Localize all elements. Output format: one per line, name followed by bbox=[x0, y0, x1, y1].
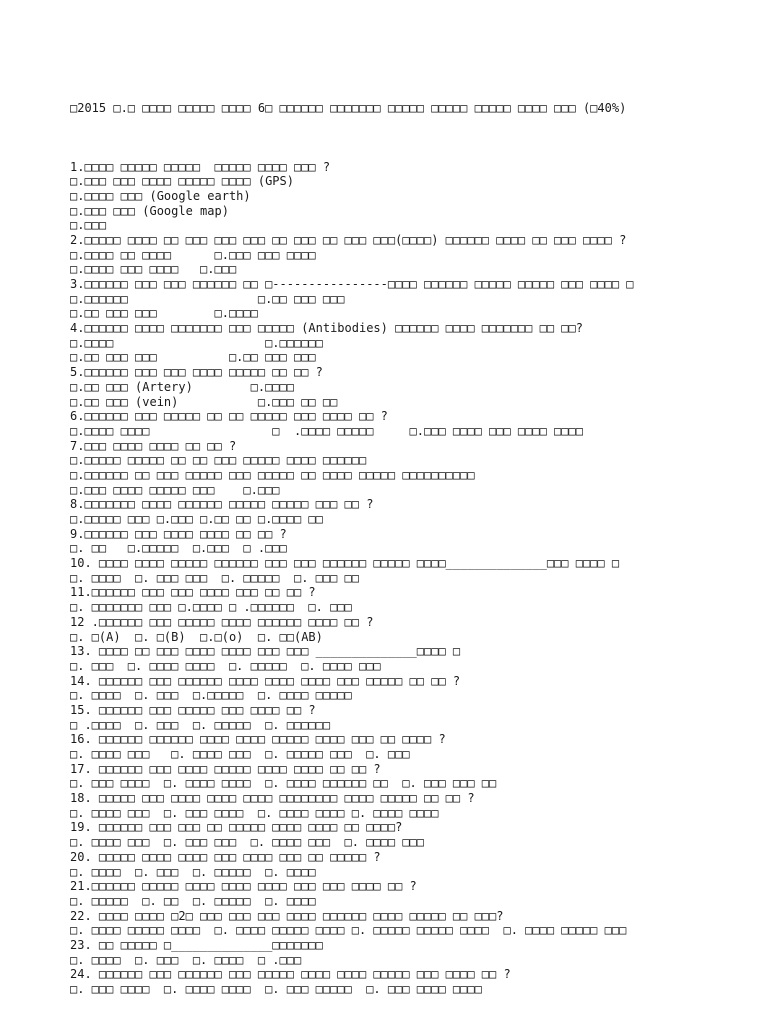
question-line: □.□□ □□□ (vein) □.□□□ □□ □□ bbox=[70, 394, 338, 409]
question-line: 2.□□□□□ □□□□ □□ □□□ □□□ □□□ □□ □□□ □□ □□□ □□□(□□□□) □□□□□□ □□□□ □□ □□□ □□□□ ? bbox=[70, 232, 627, 247]
question-line: 22. □□□□ □□□□ □2□ □□□ □□□ □□□ □□□□ □□□□□□ □□□□ □□□□□ □□ □□□? bbox=[70, 908, 504, 923]
question-line: 24. □□□□□□ □□□ □□□□□□ □□□ □□□□□ □□□□ □□□□ □□□□□ □□□ □□□□ □□ ? bbox=[70, 967, 511, 982]
question-line: □. □□□□ □□□ □. □□□ □□□ □. □□□□ □□□ □. □□□□ □□□ bbox=[70, 835, 425, 850]
question-line: □.□□ □□□ □□□ □.□□□□ bbox=[70, 306, 258, 321]
question-line: □. □(A) □. □(B) □.□(o) □. □□(AB) bbox=[70, 629, 323, 644]
question-line: 8.□□□□□□□ □□□□ □□□□□□ □□□□□ □□□□□ □□□ □□ ? bbox=[70, 497, 374, 512]
exam-title: □2015 □.□ □□□□ □□□□□ □□□□ 6□ □□□□□□ □□□□□□□ □□□□□ □□□□□ □□□□□ □□□□ □□□ (□40%) bbox=[70, 101, 627, 116]
question-line: □. □□□□□□□ □□□ □.□□□□ □ .□□□□□□ □. □□□ bbox=[70, 600, 352, 615]
question-line: 17. □□□□□□ □□□ □□□□ □□□□□ □□□□ □□□□ □□ □□ ? bbox=[70, 761, 381, 776]
question-line: 16. □□□□□□ □□□□□□ □□□□ □□□□ □□□□□ □□□□ □□□ □□ □□□□ ? bbox=[70, 732, 446, 747]
question-line: 4.□□□□□□ □□□□ □□□□□□□ □□□ □□□□□ (Antibodies) □□□□□□ □□□□ □□□□□□□ □□ □□? bbox=[70, 321, 583, 336]
question-line: □ .□□□□ □. □□□ □. □□□□□ □. □□□□□□ bbox=[70, 717, 331, 732]
question-line: □. □□□□□ □. □□ □. □□□□□ □. □□□□ bbox=[70, 893, 316, 908]
question-line: 11.□□□□□□ □□□ □□□ □□□□ □□□ □□ □□ ? bbox=[70, 585, 316, 600]
question-line: 23. □□ □□□□□ □______________□□□□□□□ bbox=[70, 937, 323, 952]
question-line: □. □□□□ □□□□□ □□□□ □. □□□□ □□□□□ □□□□ □. □□□□□ □□□□□ □□□□ □. □□□□ □□□□□ □□□ bbox=[70, 923, 627, 938]
question-line: 19. □□□□□□ □□□ □□□ □□ □□□□□ □□□□ □□□□ □□ □□□□? bbox=[70, 820, 403, 835]
question-line: □. □□□□ □. □□□ □. □□□□□ □. □□□□ bbox=[70, 864, 316, 879]
question-line: □.□□□□□□ □□ □□□ □□□□□ □□□ □□□□□ □□ □□□□ □□□□□ □□□□□□□□□□ bbox=[70, 467, 475, 482]
question-line: 7.□□□ □□□□ □□□□ □□ □□ ? bbox=[70, 438, 237, 453]
question-line: 21.□□□□□□ □□□□□ □□□□ □□□□ □□□□ □□□ □□□ □□□□ □□ ? bbox=[70, 879, 417, 894]
question-line: □.□□□ □□□ □□□□ □□□□□ □□□□ (GPS) bbox=[70, 174, 294, 189]
question-line: □.□□□□ □□□□ □ .□□□□ □□□□□ □.□□□ □□□□ □□□ □□□□ □□□□ bbox=[70, 423, 583, 438]
question-line: □.□□□□ □.□□□□□□ bbox=[70, 335, 323, 350]
question-line: □.□□ □□□ (Artery) □.□□□□ bbox=[70, 379, 294, 394]
question-line: 6.□□□□□□ □□□ □□□□□ □□ □□ □□□□□ □□□ □□□□ □□ ? bbox=[70, 409, 388, 424]
question-line: □. □□□□ □. □□□ □□□ □. □□□□□ □. □□□ □□ bbox=[70, 570, 359, 585]
question-line: □. □□□ □. □□□□ □□□□ □. □□□□□ □. □□□□ □□□ bbox=[70, 658, 381, 673]
question-line: □.□□□□ □□□ □□□□ □.□□□ bbox=[70, 262, 237, 277]
question-line: 9.□□□□□□ □□□ □□□□ □□□□ □□ □□ ? bbox=[70, 526, 287, 541]
question-line: 12 .□□□□□□ □□□ □□□□□ □□□□ □□□□□□ □□□□ □□ ? bbox=[70, 614, 374, 629]
question-line: □.□□□□ □□ □□□□ □.□□□ □□□ □□□□ bbox=[70, 247, 316, 262]
question-line: 20. □□□□□ □□□□ □□□□ □□□ □□□□ □□□ □□ □□□□□ ? bbox=[70, 849, 381, 864]
question-line: □.□□□□□ □□□ □.□□□ □.□□ □□ □.□□□□ □□ bbox=[70, 512, 323, 526]
question-line: 14. □□□□□□ □□□ □□□□□□ □□□□ □□□□ □□□□ □□□ □□□□□ □□ □□ ? bbox=[70, 673, 461, 688]
question-line: □.□□□□□□ □.□□ □□□ □□□ bbox=[70, 291, 345, 306]
question-line: □.□□ □□□ □□□ □.□□ □□□ □□□ bbox=[70, 350, 316, 365]
question-line: 15. □□□□□□ □□□ □□□□□ □□□ □□□□ □□ ? bbox=[70, 702, 316, 717]
question-line: 1.□□□□ □□□□□ □□□□□ □□□□□ □□□□ □□□ ? bbox=[70, 159, 331, 174]
question-line: □. □□□□ □. □□□ □.□□□□□ □. □□□□ □□□□□ bbox=[70, 688, 352, 703]
question-line: □. □□□□ □□□ □. □□□ □□□□ □. □□□□ □□□□ □. □□□□ □□□□ bbox=[70, 805, 439, 820]
question-line: 5.□□□□□□ □□□ □□□ □□□□ □□□□□ □□ □□ ? bbox=[70, 365, 323, 380]
question-line: 3.□□□□□□ □□□ □□□ □□□□□□ □□ □----------------□□□□ □□□□□□ □□□□□ □□□□□ □□□ □□□□ □ bbox=[70, 277, 634, 291]
question-line: □. □□□□ □□□ □. □□□□ □□□ □. □□□□□ □□□ □. □□□ bbox=[70, 747, 410, 761]
question-list bbox=[70, 160, 760, 997]
question-line: □. □□□ □□□□ □. □□□□ □□□□ □. □□□ □□□□□ □. □□□ □□□□ □□□□ bbox=[70, 982, 482, 996]
exam-document bbox=[70, 72, 760, 1011]
question-line: 18. □□□□□ □□□ □□□□ □□□□ □□□□ □□□□□□□□ □□□□ □□□□□ □□ □□ ? bbox=[70, 791, 475, 806]
question-line: □. □□ □.□□□□□ □.□□□ □ .□□□ bbox=[70, 541, 287, 556]
question-line: □.□□□□ □□□ (Google earth) bbox=[70, 188, 251, 203]
question-line: 13. □□□□ □□ □□□ □□□□ □□□□ □□□ □□□ ______________□□□□ □ bbox=[70, 644, 461, 659]
question-line: □.□□□□□ □□□□□ □□ □□ □□□ □□□□□ □□□□ □□□□□□ bbox=[70, 453, 367, 468]
question-line: □.□□□ □□□□ □□□□□ □□□ □.□□□ bbox=[70, 482, 280, 497]
question-line: □. □□□ □□□□ □. □□□□ □□□□ □. □□□□ □□□□□□ □□ □. □□□ □□□ □□ bbox=[70, 776, 497, 791]
question-line: 10. □□□□ □□□□ □□□□□ □□□□□□ □□□ □□□ □□□□□□ □□□□□ □□□□______________□□□ □□□□ □ bbox=[70, 556, 620, 571]
question-line: □.□□□ □□□ (Google map) bbox=[70, 203, 229, 218]
question-line: □. □□□□ □. □□□ □. □□□□ □ .□□□ bbox=[70, 952, 302, 967]
question-line: □.□□□ bbox=[70, 218, 107, 233]
